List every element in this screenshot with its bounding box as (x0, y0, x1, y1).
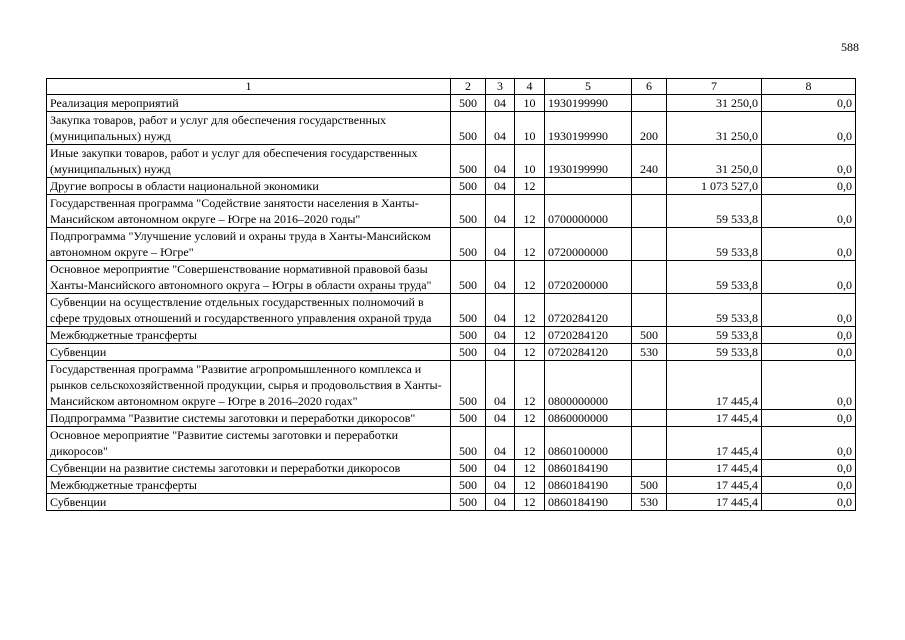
row-col6-cell (632, 261, 667, 294)
row-col5-cell: 1930199990 (545, 145, 632, 178)
row-col8-cell: 0,0 (762, 327, 856, 344)
row-name-cell: Межбюджетные трансферты (47, 327, 451, 344)
table-row (47, 195, 856, 228)
row-col7-cell: 17 445,4 (667, 410, 762, 427)
row-col4-cell: 10 (515, 95, 545, 112)
row-col8-cell: 0,0 (762, 112, 856, 145)
row-col7-cell: 59 533,8 (667, 294, 762, 327)
row-name-cell: Субвенции на развитие системы заготовки и переработки дикоросов (47, 460, 451, 477)
row-col7-cell: 1 073 527,0 (667, 178, 762, 195)
row-col6-cell: 500 (632, 327, 667, 344)
row-col6-cell (632, 460, 667, 477)
row-col5-cell: 0700000000 (545, 195, 632, 228)
row-col2-cell: 500 (451, 261, 486, 294)
table-row (47, 494, 856, 511)
row-col7-cell: 59 533,8 (667, 344, 762, 361)
column-number-header-row (47, 79, 856, 95)
row-col2-cell: 500 (451, 460, 486, 477)
page-number: 588 (841, 40, 859, 54)
row-name-cell: Межбюджетные трансферты (47, 477, 451, 494)
column-header: 7 (667, 79, 762, 95)
row-col5-cell: 0720200000 (545, 261, 632, 294)
column-header: 2 (451, 79, 486, 95)
row-col6-cell (632, 361, 667, 410)
row-col5-cell: 0860184190 (545, 477, 632, 494)
row-name-cell: Подпрограмма "Развитие системы заготовки и переработки дикоросов" (47, 410, 451, 427)
row-col6-cell (632, 195, 667, 228)
row-col7-cell: 59 533,8 (667, 261, 762, 294)
row-col8-cell: 0,0 (762, 361, 856, 410)
row-col4-cell: 12 (515, 178, 545, 195)
row-name-cell: Подпрограмма "Улучшение условий и охраны труда в Ханты-Мансийском автономном округе – Югре" (47, 228, 451, 261)
row-col2-cell: 500 (451, 178, 486, 195)
row-col5-cell: 0720000000 (545, 228, 632, 261)
row-col8-cell: 0,0 (762, 427, 856, 460)
table-row (47, 460, 856, 477)
row-col3-cell: 04 (486, 410, 515, 427)
row-col2-cell: 500 (451, 228, 486, 261)
budget-table (46, 78, 856, 511)
table-row (47, 294, 856, 327)
row-col5-cell: 0860100000 (545, 427, 632, 460)
row-col6-cell (632, 178, 667, 195)
row-col4-cell: 12 (515, 410, 545, 427)
row-col2-cell: 500 (451, 494, 486, 511)
row-col3-cell: 04 (486, 494, 515, 511)
row-col5-cell: 0720284120 (545, 327, 632, 344)
row-name-cell: Основное мероприятие "Совершенствование нормативной правовой базы Ханты-Мансийского автономного округа – Югры в области охраны труда" (47, 261, 451, 294)
table-row (47, 477, 856, 494)
row-col8-cell: 0,0 (762, 344, 856, 361)
row-col6-cell (632, 228, 667, 261)
table-row (47, 344, 856, 361)
row-col5-cell: 0720284120 (545, 344, 632, 361)
row-col2-cell: 500 (451, 344, 486, 361)
row-col8-cell: 0,0 (762, 228, 856, 261)
row-col8-cell: 0,0 (762, 477, 856, 494)
row-col6-cell (632, 427, 667, 460)
row-col5-cell: 0860184190 (545, 494, 632, 511)
column-header: 3 (486, 79, 515, 95)
row-col4-cell: 12 (515, 344, 545, 361)
row-col7-cell: 17 445,4 (667, 460, 762, 477)
table-row (47, 361, 856, 410)
row-col4-cell: 12 (515, 361, 545, 410)
row-name-cell: Субвенции (47, 494, 451, 511)
row-col4-cell: 12 (515, 427, 545, 460)
row-col3-cell: 04 (486, 427, 515, 460)
row-col3-cell: 04 (486, 460, 515, 477)
row-col7-cell: 17 445,4 (667, 361, 762, 410)
row-col2-cell: 500 (451, 95, 486, 112)
row-col8-cell: 0,0 (762, 410, 856, 427)
row-name-cell: Иные закупки товаров, работ и услуг для обеспечения государственных (муниципальных) нужд (47, 145, 451, 178)
row-col5-cell: 0800000000 (545, 361, 632, 410)
row-col6-cell (632, 95, 667, 112)
row-col4-cell: 10 (515, 145, 545, 178)
row-col7-cell: 31 250,0 (667, 112, 762, 145)
row-col4-cell: 12 (515, 294, 545, 327)
row-col2-cell: 500 (451, 327, 486, 344)
row-col3-cell: 04 (486, 294, 515, 327)
row-col5-cell (545, 178, 632, 195)
row-col6-cell (632, 410, 667, 427)
row-col4-cell: 12 (515, 494, 545, 511)
row-col6-cell: 500 (632, 477, 667, 494)
row-col4-cell: 12 (515, 327, 545, 344)
row-col2-cell: 500 (451, 361, 486, 410)
row-col6-cell: 530 (632, 494, 667, 511)
row-col3-cell: 04 (486, 327, 515, 344)
table-row (47, 427, 856, 460)
table-row (47, 178, 856, 195)
row-col7-cell: 17 445,4 (667, 494, 762, 511)
row-name-cell: Закупка товаров, работ и услуг для обеспечения государственных (муниципальных) нужд (47, 112, 451, 145)
row-col2-cell: 500 (451, 477, 486, 494)
table-body (47, 95, 856, 511)
row-col5-cell: 1930199990 (545, 112, 632, 145)
row-col8-cell: 0,0 (762, 294, 856, 327)
row-name-cell: Субвенции (47, 344, 451, 361)
row-col8-cell: 0,0 (762, 145, 856, 178)
row-name-cell: Государственная программа "Развитие агропромышленного комплекса и рынков сельскохозяйственной продукции, сырья и продовольствия в Ханты-Мансийском автономном округе – Югре в 2016–2020 годах" (47, 361, 451, 410)
row-col6-cell (632, 294, 667, 327)
row-col3-cell: 04 (486, 361, 515, 410)
row-col6-cell: 240 (632, 145, 667, 178)
row-col2-cell: 500 (451, 410, 486, 427)
row-col8-cell: 0,0 (762, 261, 856, 294)
table-row (47, 410, 856, 427)
row-col3-cell: 04 (486, 145, 515, 178)
row-col4-cell: 10 (515, 112, 545, 145)
column-header: 5 (545, 79, 632, 95)
row-col3-cell: 04 (486, 95, 515, 112)
row-col4-cell: 12 (515, 477, 545, 494)
row-name-cell: Государственная программа "Содействие занятости населения в Ханты-Мансийском автономном округе – Югре на 2016–2020 годы" (47, 195, 451, 228)
row-col3-cell: 04 (486, 178, 515, 195)
row-col2-cell: 500 (451, 195, 486, 228)
row-col7-cell: 17 445,4 (667, 427, 762, 460)
row-name-cell: Реализация мероприятий (47, 95, 451, 112)
table-row (47, 228, 856, 261)
row-col8-cell: 0,0 (762, 460, 856, 477)
row-col3-cell: 04 (486, 344, 515, 361)
row-col4-cell: 12 (515, 261, 545, 294)
row-col5-cell: 0860184190 (545, 460, 632, 477)
row-col4-cell: 12 (515, 195, 545, 228)
row-col6-cell: 530 (632, 344, 667, 361)
row-col3-cell: 04 (486, 228, 515, 261)
row-name-cell: Основное мероприятие "Развитие системы заготовки и переработки дикоросов" (47, 427, 451, 460)
row-col4-cell: 12 (515, 460, 545, 477)
row-col2-cell: 500 (451, 145, 486, 178)
table-row (47, 112, 856, 145)
row-col3-cell: 04 (486, 195, 515, 228)
row-col7-cell: 59 533,8 (667, 195, 762, 228)
row-col3-cell: 04 (486, 261, 515, 294)
row-col3-cell: 04 (486, 112, 515, 145)
column-header: 8 (762, 79, 856, 95)
table-row (47, 95, 856, 112)
table-row (47, 261, 856, 294)
row-col8-cell: 0,0 (762, 178, 856, 195)
row-col5-cell: 0860000000 (545, 410, 632, 427)
row-col7-cell: 59 533,8 (667, 327, 762, 344)
row-col6-cell: 200 (632, 112, 667, 145)
column-header: 4 (515, 79, 545, 95)
row-col8-cell: 0,0 (762, 195, 856, 228)
row-col7-cell: 59 533,8 (667, 228, 762, 261)
row-name-cell: Субвенции на осуществление отдельных государственных полномочий в сфере трудовых отношений и государственного управления охраной труда (47, 294, 451, 327)
table-row (47, 145, 856, 178)
row-col2-cell: 500 (451, 294, 486, 327)
row-col7-cell: 31 250,0 (667, 95, 762, 112)
row-col2-cell: 500 (451, 427, 486, 460)
row-col4-cell: 12 (515, 228, 545, 261)
table-row (47, 327, 856, 344)
row-col8-cell: 0,0 (762, 95, 856, 112)
row-col2-cell: 500 (451, 112, 486, 145)
column-header: 6 (632, 79, 667, 95)
row-col3-cell: 04 (486, 477, 515, 494)
row-name-cell: Другие вопросы в области национальной экономики (47, 178, 451, 195)
row-col5-cell: 1930199990 (545, 95, 632, 112)
row-col8-cell: 0,0 (762, 494, 856, 511)
row-col7-cell: 31 250,0 (667, 145, 762, 178)
row-col7-cell: 17 445,4 (667, 477, 762, 494)
column-header: 1 (47, 79, 451, 95)
row-col5-cell: 0720284120 (545, 294, 632, 327)
